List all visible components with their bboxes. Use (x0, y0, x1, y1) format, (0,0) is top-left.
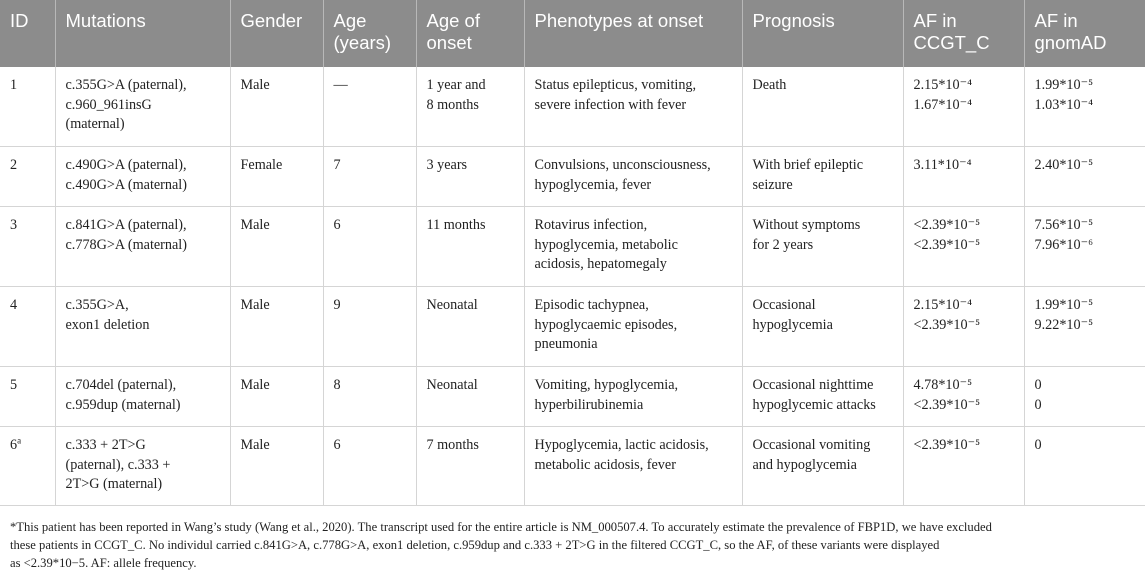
cell-text: pneumonia (534, 336, 598, 352)
cell-text: 6 (333, 217, 341, 233)
cell-af-ccgt (903, 67, 1024, 147)
cell-prognosis (742, 147, 903, 207)
cell-text: hypoglycaemic episodes, (534, 316, 678, 333)
cell-text: 0 (1034, 377, 1042, 393)
cell-phenotypes (524, 67, 742, 147)
cell-text: 5 (10, 377, 18, 393)
cell-text: Female (240, 157, 283, 173)
cell-af-ccgt (903, 427, 1024, 506)
column-header-text: AF in (1034, 10, 1078, 31)
cell-text: 9.22*10⁻⁵ (1034, 316, 1094, 333)
cell-text: c.490G>A (maternal) (65, 176, 187, 193)
cell-text: exon1 deletion (65, 316, 150, 333)
cell-text: 3 (10, 217, 18, 233)
cell-phenotypes (524, 287, 742, 367)
column-header-text: Prognosis (752, 10, 835, 31)
cell-af-gnomad (1024, 207, 1145, 287)
cell-text: c.959dup (maternal) (65, 396, 181, 413)
footnote-line: these patients in CCGT_C. No individul carried c.841G>A, c.778G>A, exon1 deletion, c.959dup and c.333 + 2T>G in the filtered CCGT_C, so the AF, of these variants were displayed (10, 538, 940, 552)
cell-age (323, 367, 416, 427)
cell-prognosis (742, 207, 903, 287)
footnote-line: as <2.39*10−5. AF: allele frequency. (10, 556, 197, 570)
cell-text: Occasional vomiting (752, 437, 871, 453)
cell-text: Neonatal (426, 377, 478, 393)
cell-text: 7 (333, 157, 341, 173)
cell-text: With brief epileptic (752, 157, 864, 173)
cell-text: hypoglycemia, fever (534, 176, 652, 193)
cell-text: <2.39*10⁻⁵ (913, 437, 981, 453)
cell-text: 1.99*10⁻⁵ (1034, 77, 1094, 93)
cell-text: Status epilepticus, vomiting, (534, 77, 697, 93)
cell-onset (416, 147, 524, 207)
cell-mutations (55, 367, 230, 427)
cell-text: 8 (333, 377, 341, 393)
cell-af-ccgt (903, 207, 1024, 287)
cell-text: Convulsions, unconsciousness, (534, 157, 711, 173)
table-row (0, 147, 1145, 207)
cell-text: 2T>G (maternal) (65, 476, 163, 492)
table-row (0, 287, 1145, 367)
cell-age (323, 67, 416, 147)
cell-text: 8 months (426, 96, 479, 113)
cell-mutations (55, 67, 230, 147)
column-header-prognosis (742, 0, 903, 67)
table-row (0, 367, 1145, 427)
column-header-text: Phenotypes at onset (534, 10, 704, 31)
cell-text: 0 (1034, 396, 1042, 413)
cell-prognosis (742, 427, 903, 506)
cell-text: Hypoglycemia, lactic acidosis, (534, 437, 709, 453)
table-header-row (0, 0, 1145, 67)
cell-text: <2.39*10⁻⁵ (913, 217, 981, 233)
cell-text: Neonatal (426, 297, 478, 313)
cell-text: 11 months (426, 217, 486, 233)
column-header-text: Age (333, 10, 367, 31)
cell-phenotypes (524, 207, 742, 287)
cell-onset (416, 67, 524, 147)
cell-text: for 2 years (752, 236, 814, 253)
cell-text: and hypoglycemia (752, 456, 857, 473)
column-header-af-gnomad (1024, 0, 1145, 67)
cell-text: severe infection with fever (534, 96, 687, 113)
cell-text: c.355G>A, (65, 297, 129, 313)
cell-prognosis (742, 287, 903, 367)
cell-af-ccgt (903, 367, 1024, 427)
column-header-mutations (55, 0, 230, 67)
cell-gender (230, 67, 323, 147)
cell-text: 2.15*10⁻⁴ (913, 77, 973, 93)
cell-text: hypoglycemia (752, 316, 833, 333)
cell-text: c.960_961insG (65, 96, 152, 113)
cell-text: metabolic acidosis, fever (534, 456, 676, 473)
cell-onset (416, 367, 524, 427)
cell-text: c.841G>A (paternal), (65, 217, 187, 233)
column-header-id (0, 0, 55, 67)
table-row (0, 427, 1145, 506)
column-header-text: AF in (913, 10, 957, 31)
cell-text: <2.39*10⁻⁵ (913, 316, 981, 333)
cell-mutations (55, 287, 230, 367)
cell-text: 4.78*10⁻⁵ (913, 377, 973, 393)
cell-text: — (333, 77, 348, 93)
cell-af-ccgt (903, 147, 1024, 207)
cell-onset (416, 427, 524, 506)
cell-text: acidosis, hepatomegaly (534, 256, 667, 272)
cell-mutations (55, 427, 230, 506)
cell-onset (416, 287, 524, 367)
cell-text: 1.03*10⁻⁴ (1034, 96, 1094, 113)
cell-text: 2 (10, 157, 18, 173)
cell-text: 1 year and (426, 77, 486, 93)
footnote-line: *This patient has been reported in Wang’s study (Wang et al., 2020). The transcript used for the entire article is NM_000507.4. To accurately estimate the prevalence of FBP1D, we have excluded (10, 520, 992, 534)
cell-id (0, 207, 55, 287)
cell-text: Vomiting, hypoglycemia, (534, 377, 679, 393)
cell-text: c.778G>A (maternal) (65, 236, 187, 253)
column-header-text: Age of (426, 10, 480, 31)
cell-text: <2.39*10⁻⁵ (913, 396, 981, 413)
column-header-text: (years) (333, 32, 392, 53)
cell-text: 2.15*10⁻⁴ (913, 297, 973, 313)
cell-text: Occasional nighttime (752, 377, 874, 393)
cell-gender (230, 427, 323, 506)
column-header-age (323, 0, 416, 67)
cell-text: <2.39*10⁻⁵ (913, 236, 981, 253)
cell-text: 7 months (426, 437, 479, 453)
column-header-text: Gender (240, 10, 303, 31)
table-row (0, 207, 1145, 287)
cell-text: hypoglycemia, metabolic (534, 236, 678, 253)
cell-text: c.704del (paternal), (65, 377, 177, 393)
cell-phenotypes (524, 367, 742, 427)
cell-text: 1.99*10⁻⁵ (1034, 297, 1094, 313)
cell-text: Male (240, 217, 270, 233)
cell-af-gnomad (1024, 147, 1145, 207)
column-header-onset (416, 0, 524, 67)
cell-mutations (55, 207, 230, 287)
cell-text: 1 (10, 77, 18, 93)
cell-text: Male (240, 297, 270, 313)
cell-age (323, 287, 416, 367)
cell-age (323, 207, 416, 287)
cell-prognosis (742, 367, 903, 427)
footnote-marker: a (17, 435, 22, 446)
column-header-phenotypes (524, 0, 742, 67)
cell-text: 6 (10, 437, 18, 453)
cell-af-gnomad (1024, 427, 1145, 506)
cell-text: Male (240, 77, 270, 93)
cell-text: 7.56*10⁻⁵ (1034, 217, 1094, 233)
cell-text: (maternal) (65, 116, 125, 132)
cell-text: c.333 + 2T>G (65, 437, 146, 453)
cell-text: 1.67*10⁻⁴ (913, 96, 973, 113)
cell-text: (paternal), c.333 + (65, 456, 171, 473)
column-header-text: CCGT_C (913, 32, 990, 53)
cell-id (0, 147, 55, 207)
cell-text: hypoglycemic attacks (752, 396, 876, 413)
cell-af-gnomad (1024, 367, 1145, 427)
cell-id (0, 287, 55, 367)
cell-mutations (55, 147, 230, 207)
cell-text: Episodic tachypnea, (534, 297, 649, 313)
column-header-gender (230, 0, 323, 67)
cell-gender (230, 287, 323, 367)
cell-prognosis (742, 67, 903, 147)
cell-text: hyperbilirubinemia (534, 396, 644, 413)
column-header-text: gnomAD (1034, 32, 1107, 53)
cell-id (0, 427, 55, 506)
column-header-text: ID (10, 10, 29, 31)
cell-text: 6 (333, 437, 341, 453)
cell-af-gnomad (1024, 67, 1145, 147)
cell-id (0, 367, 55, 427)
column-header-text: onset (426, 32, 472, 53)
cell-text: 3 years (426, 157, 468, 173)
cell-af-ccgt (903, 287, 1024, 367)
cell-text: seizure (752, 176, 793, 193)
cell-phenotypes (524, 147, 742, 207)
cell-gender (230, 367, 323, 427)
cell-age (323, 427, 416, 506)
cell-text: 9 (333, 297, 341, 313)
cell-text: Rotavirus infection, (534, 217, 648, 233)
cell-phenotypes (524, 427, 742, 506)
cell-age (323, 147, 416, 207)
cell-gender (230, 147, 323, 207)
column-header-af-ccgt (903, 0, 1024, 67)
cell-text: Male (240, 437, 270, 453)
cell-text: 3.11*10⁻⁴ (913, 157, 972, 173)
table-footnote (0, 506, 1145, 572)
cell-gender (230, 207, 323, 287)
column-header-text: Mutations (65, 10, 146, 31)
cell-text: 2.40*10⁻⁵ (1034, 157, 1094, 173)
cell-onset (416, 207, 524, 287)
cell-id (0, 67, 55, 147)
cell-text: Death (752, 77, 787, 93)
table-row (0, 67, 1145, 147)
cell-text: Without symptoms (752, 217, 861, 233)
cell-af-gnomad (1024, 287, 1145, 367)
table-body (0, 67, 1145, 506)
cell-text: 0 (1034, 437, 1042, 453)
cell-text: 4 (10, 297, 18, 313)
cell-text: 7.96*10⁻⁶ (1034, 236, 1094, 253)
cell-text: c.490G>A (paternal), (65, 157, 187, 173)
cell-text: Male (240, 377, 270, 393)
cell-text: Occasional (752, 297, 816, 313)
cell-text: c.355G>A (paternal), (65, 77, 187, 93)
